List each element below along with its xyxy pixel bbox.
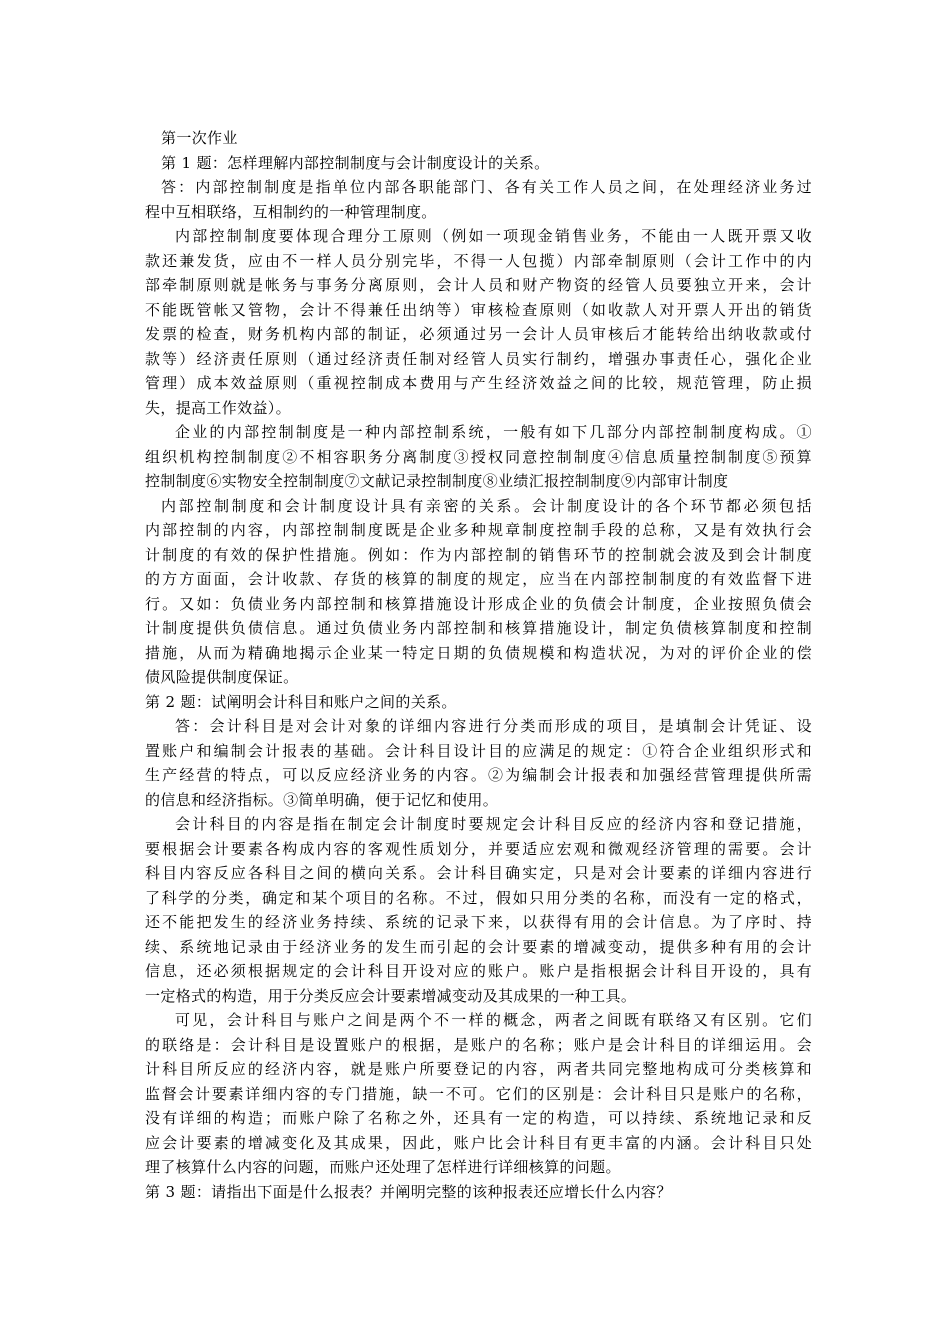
- text-line: 理了核算什么内容的问题，而账户还处理了怎样进行详细核算的问题。: [145, 1158, 621, 1176]
- text-line: 计制度提供负债信息。通过负债业务内部控制和核算措施设计，制定负债核算制度和控制: [145, 619, 812, 637]
- text-line: 行。又如：负债业务内部控制和核算措施设计形成企业的负债会计制度，企业按照负债会: [145, 594, 812, 613]
- q2-answer-paragraph-2: [145, 812, 812, 1008]
- text-line: 款还兼发货，应由不一样人员分别完毕，不得一人包揽）内部牵制原则（会计工作中的内: [145, 251, 812, 270]
- text-line: 控制制度⑥实物安全控制制度⑦文献记录控制制度⑧业绩汇报控制制度⑨内部审计制度: [145, 472, 729, 490]
- text-line: 没有详细的构造；而账户除了名称之外，还具有一定的构造，可以持续、系统地记录和反: [145, 1109, 812, 1127]
- text-line: 发票的检查，财务机构内部的制证，必须通过另一会计人员审核后才能转给出纳收款或付: [145, 325, 812, 343]
- question-3-heading: 第 3 题：请指出下面是什么报表？并阐明完整的该种报表还应增长什么内容？: [145, 1182, 672, 1201]
- text-line: 的方方面面，会计收款、存货的核算的制度的规定，应当在内部控制制度的有效监督下进: [145, 570, 812, 588]
- text-line: 科目内容反应各科目之间的横向关系。会计科目确实定，只是对会计要素的详细内容进行: [145, 864, 812, 882]
- text-line: 监督会计要素详细内容的专门措施，缺一不可。它们的区别是：会计科目只是账户的名称，: [145, 1084, 812, 1103]
- text-line: 要根据会计要素各构成内容的客观性质划分，并要适应宏观和微观经济管理的需要。会计: [145, 839, 812, 858]
- text-line: 可见，会计科目与账户之间是两个不一样的概念，两者之间既有联络又有区别。它们: [175, 1011, 812, 1029]
- q1-answer-paragraph-2: [145, 224, 812, 420]
- q2-answer-paragraph-1: [145, 714, 812, 812]
- text-line: 的信息和经济指标。③简单明确，便于记忆和使用。: [145, 790, 499, 809]
- text-line: 还不能把发生的经济业务持续、系统的记录下来，以获得有用的会计信息。为了序时、持: [145, 913, 812, 931]
- text-line: 信息，还必须根据规定的会计科目开设对应的账户。账户是指根据会计科目开设的，具有: [145, 962, 812, 980]
- text-line: 组织机构控制制度②不相容职务分离制度③授权同意控制制度④信息质量控制制度⑤预算: [145, 447, 812, 466]
- text-line: 答：内部控制制度是指单位内部各职能部门、各有关工作人员之间，在处理经济业务过: [161, 178, 812, 196]
- text-line: 计科目所反应的经济内容，就是账户所要登记的内容，两者共同完整地构成可分类核算和: [145, 1060, 812, 1078]
- document-page: [145, 126, 812, 1204]
- text-line: 债风险提供制度保证。: [145, 668, 299, 686]
- text-line: 置账户和编制会计报表的基础。会计科目设计目的应满足的规定：①符合企业组织形式和: [145, 741, 812, 760]
- text-line: 答：会计科目是对会计对象的详细内容进行分类而形成的项目，是填制会计凭证、设: [175, 717, 812, 735]
- text-line: 内部控制制度和会计制度设计具有亲密的关系。会计制度设计的各个环节都必须包括: [161, 496, 812, 515]
- text-line: 的联络是：会计科目是设置账户的根据，是账户的名称；账户是会计科目的详细运用。会: [145, 1035, 812, 1054]
- text-line: 应会计要素的增减变化及其成果，因此，账户比会计科目有更丰富的内涵。会计科目只处: [145, 1133, 812, 1152]
- text-line: 内部控制的内容，内部控制制度既是企业多种规章制度控制手段的总称，又是有效执行会: [145, 521, 812, 539]
- text-line: 部牵制原则就是帐务与事务分离原则，会计人员和财产物资的经管人员要独立开来，会计: [145, 276, 812, 294]
- text-line: 续、系统地记录由于经济业务的发生而引起的会计要素的增减变动，提供多种有用的会计: [145, 937, 812, 956]
- text-line: 一定格式的构造，用于分类反应会计要素增减变动及其成果的一种工具。: [145, 986, 637, 1005]
- text-line: 管理）成本效益原则（重视控制成本费用与产生经济效益之间的比较，规范管理，防止损: [145, 374, 812, 392]
- q1-answer-paragraph-3: [145, 420, 812, 494]
- text-line: 内部控制制度要体现合理分工原则（例如一项现金销售业务，不能由一人既开票又收: [175, 227, 812, 245]
- text-line: 款等）经济责任原则（通过经济责任制对经管人员实行制约，增强办事责任心，强化企业: [145, 349, 812, 368]
- text-line: 会计科目的内容是指在制定会计制度时要规定会计科目反应的经济内容和登记措施，: [175, 815, 812, 833]
- text-line: 生产经营的特点，可以反应经济业务的内容。②为编制会计报表和加强经营管理提供所需: [145, 766, 812, 784]
- text-line: 措施，从而为精确地揭示企业某一特定日期的负债规模和构造状况，为对的评价企业的偿: [145, 643, 812, 662]
- q2-answer-paragraph-3: [145, 1008, 812, 1180]
- text-line: 程中互相联络，互相制约的一种管理制度。: [145, 202, 437, 221]
- text-line: 失，提高工作效益）。: [145, 398, 292, 417]
- q1-answer-paragraph-1: [145, 175, 812, 224]
- question-1-heading: 第 1 题：怎样理解内部控制制度与会计制度设计的关系。: [161, 153, 550, 172]
- text-line: 企业的内部控制制度是一种内部控制系统，一般有如下几部分内部控制制度构成。①: [175, 423, 812, 441]
- q1-answer-paragraph-4: [145, 494, 812, 690]
- question-2-heading: 第 2 题：试阐明会计科目和账户之间的关系。: [145, 692, 457, 711]
- text-line: 不能既管帐又管物，会计不得兼任出纳等）审核检查原则（如收款人对开票人开出的销货: [145, 300, 812, 319]
- text-line: 了科学的分类，确定和某个项目的名称。不过，假如只用分类的名称，而没有一定的格式，: [145, 888, 812, 907]
- text-line: 计制度的有效的保护性措施。例如：作为内部控制的销售环节的控制就会波及到会计制度: [145, 545, 812, 564]
- document-title: 第一次作业: [161, 129, 238, 147]
